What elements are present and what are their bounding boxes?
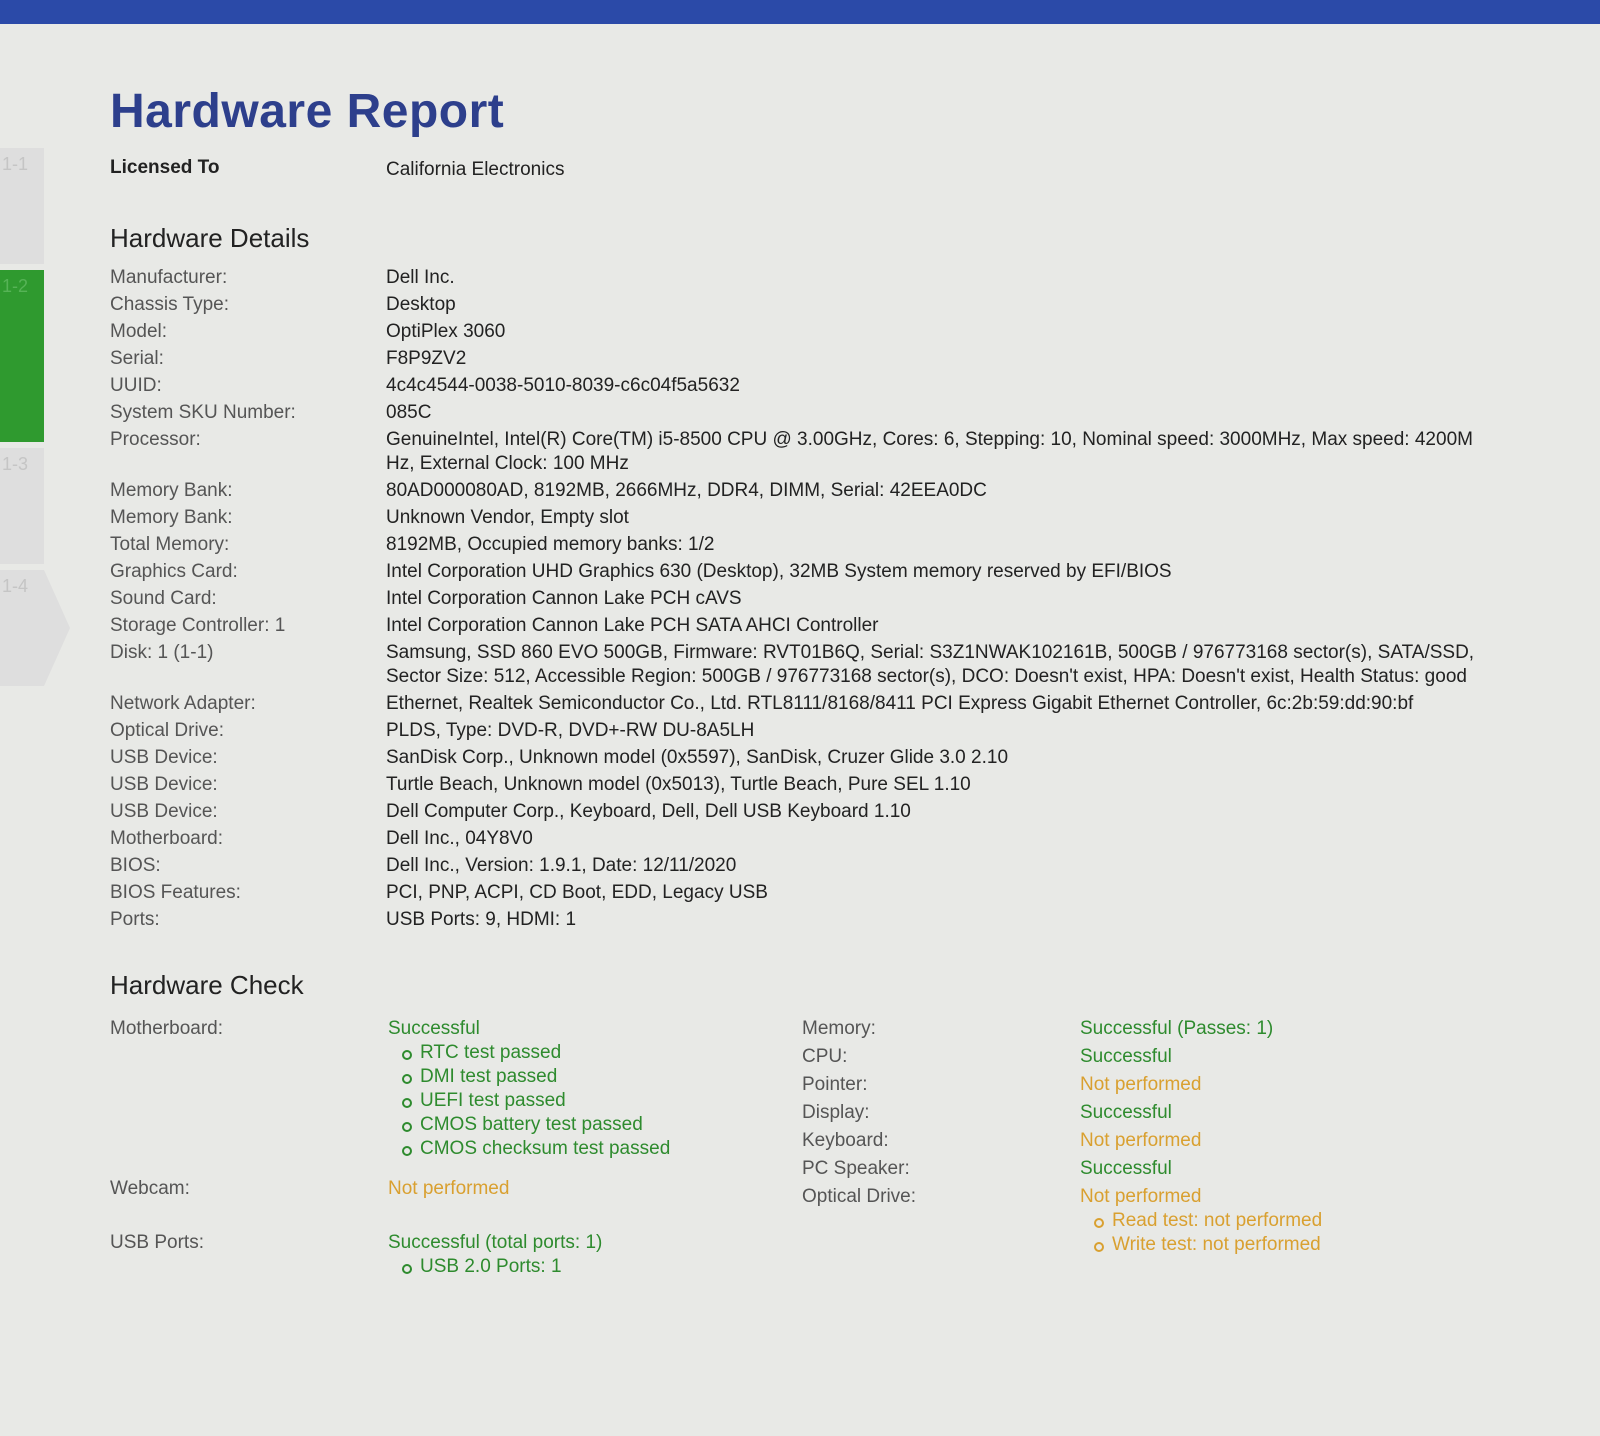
detail-row <box>110 320 1510 344</box>
detail-row <box>110 428 1510 476</box>
detail-row <box>110 827 1510 851</box>
detail-value: Dell Computer Corp., Keyboard, Dell, Dell USB Keyboard 1.10 <box>386 801 911 822</box>
check-label: Display: <box>802 1102 870 1123</box>
licensed-label: Licensed To <box>110 157 220 178</box>
detail-label: BIOS Features: <box>110 882 241 903</box>
check-status: Successful <box>1080 1046 1172 1067</box>
step-arrow-icon <box>44 570 70 686</box>
detail-row <box>110 293 1510 317</box>
check-label: Keyboard: <box>802 1130 889 1151</box>
detail-row <box>110 347 1510 371</box>
top-bar <box>0 0 1600 24</box>
check-subtest: USB 2.0 Ports: 1 <box>420 1255 790 1279</box>
check-status: Successful (Passes: 1) <box>1080 1018 1274 1039</box>
check-item <box>110 1231 790 1279</box>
detail-label: Graphics Card: <box>110 561 238 582</box>
check-label: Webcam: <box>110 1178 190 1199</box>
detail-row <box>110 881 1510 905</box>
check-label: Memory: <box>802 1018 876 1039</box>
check-item <box>802 1073 1502 1097</box>
page-title: Hardware Report <box>110 85 505 138</box>
detail-value: Samsung, SSD 860 EVO 500GB, Firmware: RVT01B6Q, Serial: S3Z1NWAK102161B, 500GB / 976773168 sector(s), SATA/SSD, Sector Size: 512, Accessible Region: 500GB / 976773168 sector(s), DCO: Doesn't exist, HPA: Doesn't exist, Health Status: good <box>386 642 1475 687</box>
detail-label: Motherboard: <box>110 828 224 849</box>
detail-row <box>110 614 1510 638</box>
detail-label: UUID: <box>110 375 162 396</box>
licensed-to <box>110 157 1510 197</box>
check-subtest-list <box>388 1041 790 1161</box>
detail-value: F8P9ZV2 <box>386 348 467 369</box>
detail-label: BIOS: <box>110 855 161 876</box>
detail-label: System SKU Number: <box>110 402 296 423</box>
check-subtest: Read test: not performed <box>1112 1209 1502 1233</box>
detail-label: Processor: <box>110 429 201 450</box>
check-item <box>802 1101 1502 1125</box>
detail-label: Manufacturer: <box>110 267 228 288</box>
detail-value: Intel Corporation Cannon Lake PCH SATA AHCI Controller <box>386 615 879 636</box>
check-subtest: RTC test passed <box>420 1041 790 1065</box>
check-label: Motherboard: <box>110 1018 224 1039</box>
detail-row <box>110 692 1510 716</box>
detail-label: Memory Bank: <box>110 507 233 528</box>
check-status: Successful <box>388 1018 480 1039</box>
hardware-check-heading: Hardware Check <box>110 970 304 1000</box>
detail-value: 4c4c4544-0038-5010-8039-c6c04f5a5632 <box>386 375 740 396</box>
detail-value: Ethernet, Realtek Semiconductor Co., Ltd. RTL8111/8168/8411 PCI Express Gigabit Ethernet Controller, 6c:2b:59:dd:90:bf <box>386 693 1414 714</box>
detail-value: Intel Corporation UHD Graphics 630 (Desktop), 32MB System memory reserved by EFI/BIOS <box>386 561 1172 582</box>
check-status: Not performed <box>1080 1074 1202 1095</box>
detail-row <box>110 533 1510 557</box>
detail-row <box>110 800 1510 824</box>
detail-value: Dell Inc., 04Y8V0 <box>386 828 533 849</box>
detail-row <box>110 560 1510 584</box>
check-subtest: DMI test passed <box>420 1065 790 1089</box>
check-item <box>110 1017 790 1161</box>
check-item <box>802 1185 1502 1257</box>
detail-value: Intel Corporation Cannon Lake PCH cAVS <box>386 588 742 609</box>
detail-value: Desktop <box>386 294 456 315</box>
detail-row <box>110 479 1510 503</box>
detail-value: GenuineIntel, Intel(R) Core(TM) i5-8500 CPU @ 3.00GHz, Cores: 6, Stepping: 10, Nominal speed: 3000MHz, Max speed: 4200MHz, External Clock: 100 MHz <box>386 429 1473 474</box>
check-item <box>802 1017 1502 1041</box>
detail-row <box>110 641 1510 689</box>
detail-value: Unknown Vendor, Empty slot <box>386 507 629 528</box>
check-subtest-list <box>388 1255 790 1279</box>
step-1-2-active[interactable]: 1-2 <box>0 270 44 442</box>
detail-label: Model: <box>110 321 168 342</box>
check-status: Successful (total ports: 1) <box>388 1232 603 1253</box>
check-label: Pointer: <box>802 1074 868 1095</box>
detail-row <box>110 587 1510 611</box>
detail-row <box>110 374 1510 398</box>
detail-label: Ports: <box>110 909 160 930</box>
check-subtest-list <box>1080 1209 1502 1257</box>
check-status: Not performed <box>1080 1186 1202 1207</box>
hardware-details-list <box>110 266 1510 932</box>
detail-row <box>110 773 1510 797</box>
detail-label: USB Device: <box>110 801 218 822</box>
detail-label: Optical Drive: <box>110 720 225 741</box>
check-label: Optical Drive: <box>802 1186 917 1207</box>
check-subtest: CMOS checksum test passed <box>420 1137 790 1161</box>
report-content <box>110 84 1510 1357</box>
detail-value: Dell Inc., Version: 1.9.1, Date: 12/11/2020 <box>386 855 737 876</box>
detail-row <box>110 401 1510 425</box>
check-subtest: Write test: not performed <box>1112 1233 1502 1257</box>
hardware-details-heading: Hardware Details <box>110 223 310 253</box>
detail-label: USB Device: <box>110 774 218 795</box>
licensed-value: California Electronics <box>386 159 565 180</box>
check-subtest: UEFI test passed <box>420 1089 790 1113</box>
detail-label: Storage Controller: 1 <box>110 615 286 636</box>
detail-label: Sound Card: <box>110 588 217 609</box>
detail-row <box>110 854 1510 878</box>
detail-value: Dell Inc. <box>386 267 455 288</box>
check-item <box>802 1129 1502 1153</box>
detail-row <box>110 506 1510 530</box>
hardware-check-right-column <box>802 1017 1502 1257</box>
check-label: USB Ports: <box>110 1232 204 1253</box>
detail-row <box>110 746 1510 770</box>
detail-label: Network Adapter: <box>110 693 256 714</box>
detail-label: Total Memory: <box>110 534 230 555</box>
detail-label: Memory Bank: <box>110 480 233 501</box>
hardware-check-left-column <box>110 1017 790 1279</box>
check-label: PC Speaker: <box>802 1158 910 1179</box>
detail-label: Disk: 1 (1-1) <box>110 642 214 663</box>
detail-value: SanDisk Corp., Unknown model (0x5597), SanDisk, Cruzer Glide 3.0 2.10 <box>386 747 1009 768</box>
detail-row <box>110 719 1510 743</box>
detail-value: 8192MB, Occupied memory banks: 1/2 <box>386 534 715 555</box>
check-status: Not performed <box>388 1178 510 1199</box>
step-1-3[interactable]: 1-3 <box>0 448 44 564</box>
detail-label: USB Device: <box>110 747 218 768</box>
check-item <box>110 1177 790 1201</box>
detail-value: Turtle Beach, Unknown model (0x5013), Turtle Beach, Pure SEL 1.10 <box>386 774 971 795</box>
detail-label: Chassis Type: <box>110 294 229 315</box>
detail-row <box>110 266 1510 290</box>
detail-value: 80AD000080AD, 8192MB, 2666MHz, DDR4, DIMM, Serial: 42EEA0DC <box>386 480 987 501</box>
detail-row <box>110 908 1510 932</box>
check-status: Successful <box>1080 1158 1172 1179</box>
detail-label: Serial: <box>110 348 164 369</box>
step-1-4[interactable]: 1-4 <box>0 570 44 686</box>
step-1-1[interactable]: 1-1 <box>0 148 44 264</box>
hardware-check <box>110 1017 1510 1357</box>
check-status: Not performed <box>1080 1130 1202 1151</box>
detail-value: USB Ports: 9, HDMI: 1 <box>386 909 577 930</box>
detail-value: OptiPlex 3060 <box>386 321 506 342</box>
detail-value: PCI, PNP, ACPI, CD Boot, EDD, Legacy USB <box>386 882 768 903</box>
detail-value: 085C <box>386 402 432 423</box>
check-item <box>802 1157 1502 1181</box>
check-status: Successful <box>1080 1102 1172 1123</box>
check-item <box>802 1045 1502 1069</box>
detail-value: PLDS, Type: DVD-R, DVD+-RW DU-8A5LH <box>386 720 755 741</box>
check-label: CPU: <box>802 1046 848 1067</box>
check-subtest: CMOS battery test passed <box>420 1113 790 1137</box>
